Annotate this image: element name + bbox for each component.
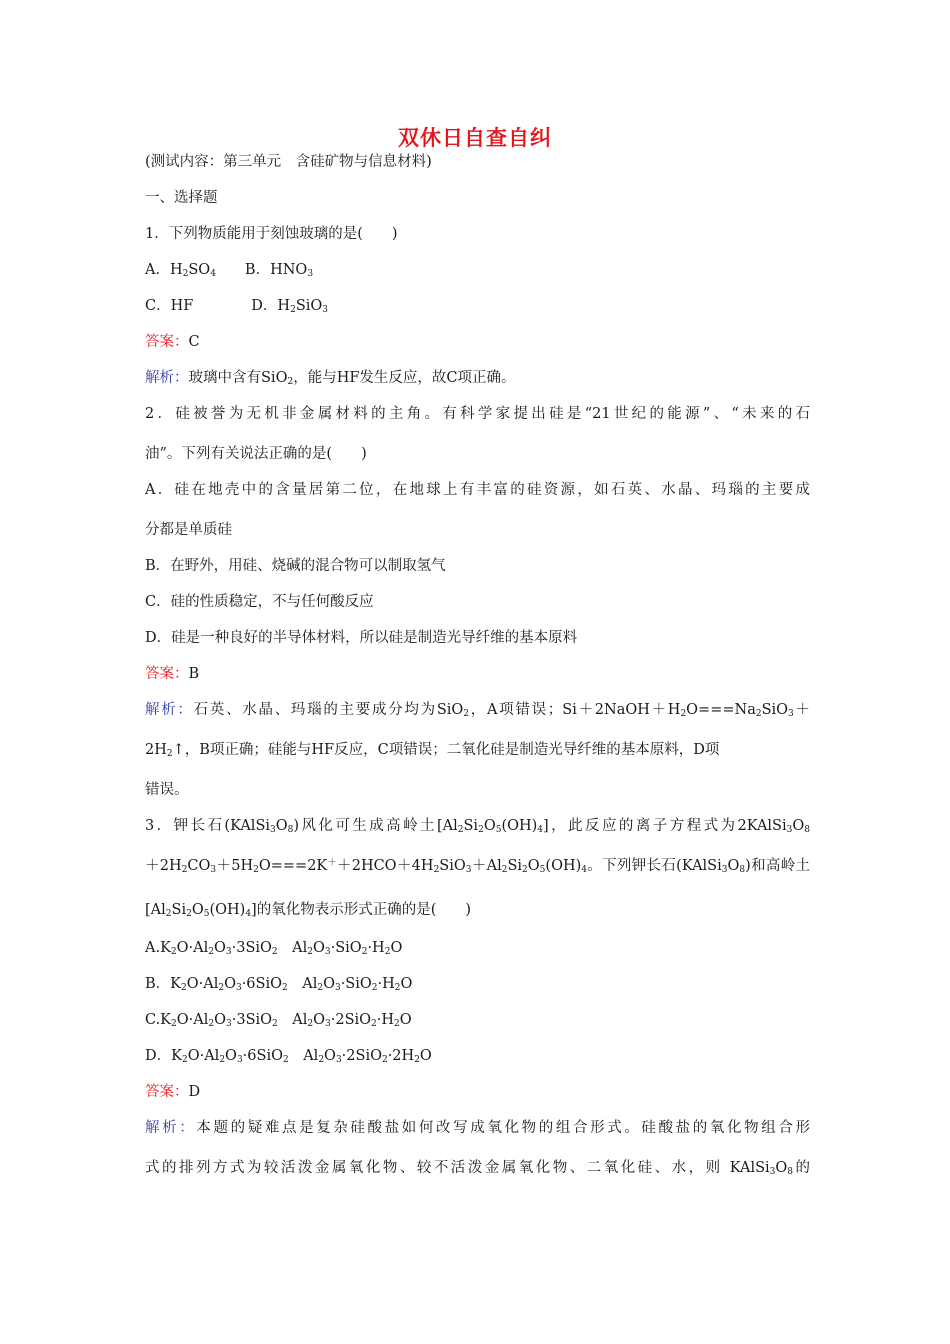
question-3-explanation-line1	[145, 1118, 810, 1138]
question-3-stem-line3: $[Al_2Si_2O_5(OH)_4]$的氧化物表示形式正确的是( )	[145, 902, 472, 919]
explanation-label: 解析：	[145, 370, 189, 386]
page-title: 双休日自查自纠	[398, 126, 552, 150]
answer-value: C	[188, 334, 200, 350]
question-2-option-b: B．在野外，用硅、烧碱的混合物可以制取氢气	[145, 558, 446, 574]
question-2-answer	[145, 664, 810, 684]
question-3-stem-line2: $+2H_2CO_3+5H_2O===2K^++2HCO+4H_2SiO_3+Al_2Si_2O_5(OH)_4$。下列钾长石$(KAlSi_3O_8)$和高岭土	[145, 858, 810, 875]
question-2-option-c: C．硅的性质稳定，不与任何酸反应	[145, 594, 374, 610]
answer-label: 答案：	[145, 334, 189, 350]
answer-value: B	[188, 666, 200, 682]
question-2-option-a-line1: A．硅在地壳中的含量居第二位，在地球上有丰富的硅资源，如石英、水晶、玛瑙的主要成	[145, 482, 810, 498]
explanation-text: 本题的疑难点是复杂硅酸盐如何改写成氧化物的组合形式。硅酸盐的氧化物组合形	[196, 1120, 811, 1136]
question-3-option-d: D．$K_2O\cdot Al_2O_3\cdot 6SiO_2$ $Al_2O_3\cdot 2SiO_2\cdot 2H_2O$	[145, 1048, 432, 1065]
question-3-stem-line1: 3．钾长石$(KAlSi_3O_8)$风化可生成高岭土$[Al_2Si_2O_5(OH)_4]$，此反应的离子方程式为$2KAlSi_3O_8$	[145, 818, 810, 835]
explanation-label: 解析：	[145, 702, 194, 718]
question-3-answer	[145, 1082, 810, 1102]
question-1-explanation	[145, 368, 810, 388]
question-3-stem-tail: 下列钾长石$(KAlSi_3O_8)$和高岭土	[602, 858, 810, 875]
answer-label: 答案：	[145, 1084, 189, 1100]
explanation-text: 玻璃中含有SiO$_2$，能与HF发生反应，故C项正确。	[188, 370, 516, 387]
question-3-option-b: B．$K_2O\cdot Al_2O_3\cdot 6SiO_2$ $Al_2O_3\cdot SiO_2\cdot H_2O$	[145, 976, 413, 993]
question-2-stem-line2: 油”。下列有关说法正确的是( )	[145, 446, 367, 462]
question-3-option-c: $C.K_2O\cdot Al_2O_3\cdot 3SiO_2$ $Al_2O_3\cdot 2SiO_2\cdot H_2O$	[145, 1012, 412, 1029]
answer-value: D	[188, 1084, 201, 1100]
question-2-explanation-line1: 解析：石英、水晶、玛瑙的主要成分均为SiO$_2$，A项错误；$Si+2NaOH+H_2O===Na_2SiO_3+$	[145, 702, 810, 719]
question-2-option-d: D．硅是一种良好的半导体材料，所以硅是制造光导纤维的基本原料	[145, 630, 578, 646]
subtitle: (测试内容：第三单元 含硅矿物与信息材料)	[145, 154, 432, 170]
question-1-stem: 1．下列物质能用于刻蚀玻璃的是( )	[145, 226, 398, 242]
explanation-label: 解析：	[145, 1120, 197, 1136]
question-1-options-ab: A．$H_2SO_4$ B．$HNO_3$	[145, 262, 314, 279]
question-1-options-cd: C．HF D．$H_2SiO_3$	[145, 298, 329, 315]
question-2-option-a-line2: 分都是单质硅	[145, 522, 232, 538]
question-3-explanation-line2: 式的排列方式为较活泼金属氧化物、较不活泼金属氧化物、二氧化硅、水，则 $KAlSi_3O_8$的	[145, 1160, 811, 1177]
answer-label: 答案：	[145, 666, 189, 682]
section-heading: 一、选择题	[145, 190, 218, 206]
question-1-answer	[145, 332, 810, 352]
question-2-explanation-line3: 错误。	[145, 782, 189, 798]
question-3-option-a: $A.K_2O\cdot Al_2O_3\cdot 3SiO_2$ $Al_2O_3\cdot SiO_2\cdot H_2O$	[145, 940, 403, 957]
question-2-explanation-line2: $2H_2↑$，B项正确；硅能与HF反应，C项错误；二氧化硅是制造光导纤维的基本原料，D项	[145, 742, 720, 759]
question-2-stem-line1: 2．硅被誉为无机非金属材料的主角。有科学家提出硅是“21世纪的能源”、“未来的石	[145, 406, 810, 422]
